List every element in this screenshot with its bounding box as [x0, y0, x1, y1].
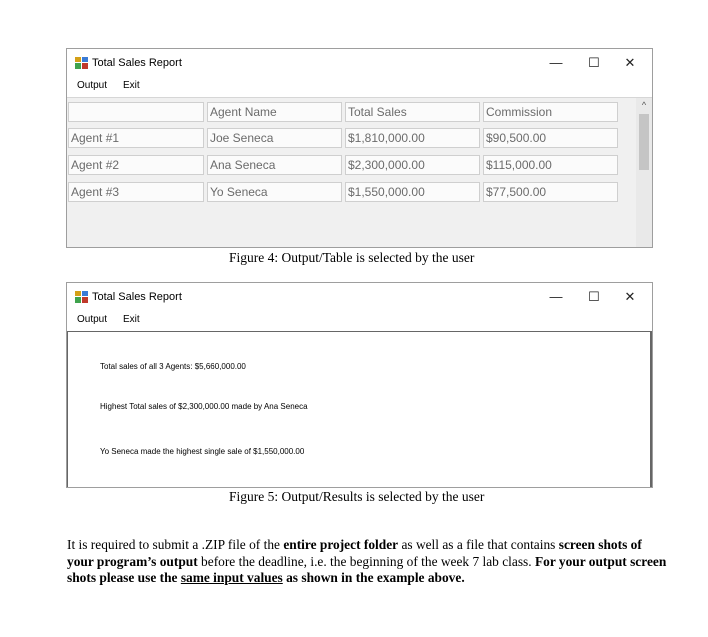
close-button[interactable]: ✕ [624, 289, 636, 304]
title-bar [67, 283, 652, 311]
menu-bar [67, 311, 652, 331]
total-sales-label: Total sales of all 3 Agents: $5,660,000.00 [100, 362, 246, 371]
close-button[interactable]: ✕ [624, 55, 636, 70]
paragraph-bold-text: entire project folder [283, 537, 399, 552]
table-cell[interactable]: Agent #1 [68, 128, 204, 148]
app-icon [75, 291, 88, 303]
menu-exit[interactable]: Exit [123, 80, 140, 91]
table-cell[interactable]: Joe Seneca [207, 128, 342, 148]
menu-output[interactable]: Output [77, 314, 108, 325]
table-cell[interactable]: Yo Seneca [207, 182, 342, 202]
table-cell[interactable]: Ana Seneca [207, 155, 342, 175]
table-window [66, 48, 653, 248]
table-cell[interactable]: $77,500.00 [483, 182, 618, 202]
table-cell[interactable]: $1,550,000.00 [345, 182, 480, 202]
paragraph-text: as well as a file that contains [398, 537, 559, 552]
paragraph-underlined-text: same input values [180, 570, 283, 585]
window-title: Total Sales Report [92, 57, 182, 69]
table-header-cell: Commission [483, 102, 618, 122]
scroll-thumb[interactable] [639, 114, 649, 170]
results-window [66, 282, 653, 488]
table-cell[interactable]: $2,300,000.00 [345, 155, 480, 175]
table-cell[interactable]: $115,000.00 [483, 155, 618, 175]
paragraph-bold-text: For your output screen shots please use the [67, 553, 667, 585]
menu-bar [67, 77, 652, 97]
table-cell[interactable]: $90,500.00 [483, 128, 618, 148]
window-title: Total Sales Report [92, 291, 182, 303]
table-header-cell: Agent Name [207, 102, 342, 122]
highest-single-sale-label: Yo Seneca made the highest single sale of $1,550,000.00 [100, 447, 305, 456]
table-cell[interactable]: $1,810,000.00 [345, 128, 480, 148]
sales-table [67, 97, 652, 247]
table-cell[interactable]: Agent #2 [68, 155, 204, 175]
app-icon [75, 57, 88, 69]
highest-total-label: Highest Total sales of $2,300,000.00 made by Ana Seneca [100, 402, 308, 411]
title-bar [67, 49, 652, 77]
paragraph-text: It is required to submit a .ZIP file of the [67, 537, 284, 552]
figure-4-caption: Figure 4: Output/Table is selected by the user [229, 250, 475, 265]
vertical-scrollbar[interactable] [636, 98, 652, 247]
table-cell[interactable]: Agent #3 [68, 182, 204, 202]
instructions-paragraph [67, 537, 667, 587]
maximize-button[interactable]: ☐ [588, 289, 600, 304]
paragraph-text: before the deadline, i.e. the beginning of the week 7 lab class. [197, 553, 535, 569]
table-header-cell [68, 102, 204, 122]
paragraph-bold-text: screen shots of your program’s output [67, 537, 642, 569]
scroll-up-icon[interactable]: ^ [641, 100, 647, 110]
figure-5-caption: Figure 5: Output/Results is selected by the user [229, 489, 485, 504]
minimize-button[interactable]: — [549, 289, 563, 304]
maximize-button[interactable]: ☐ [588, 55, 600, 70]
menu-output[interactable]: Output [77, 80, 108, 91]
table-header-cell: Total Sales [345, 102, 480, 122]
paragraph-bold-text: as shown in the example above. [282, 570, 465, 585]
minimize-button[interactable]: — [549, 55, 563, 70]
results-panel [67, 331, 652, 487]
menu-exit[interactable]: Exit [123, 314, 140, 325]
